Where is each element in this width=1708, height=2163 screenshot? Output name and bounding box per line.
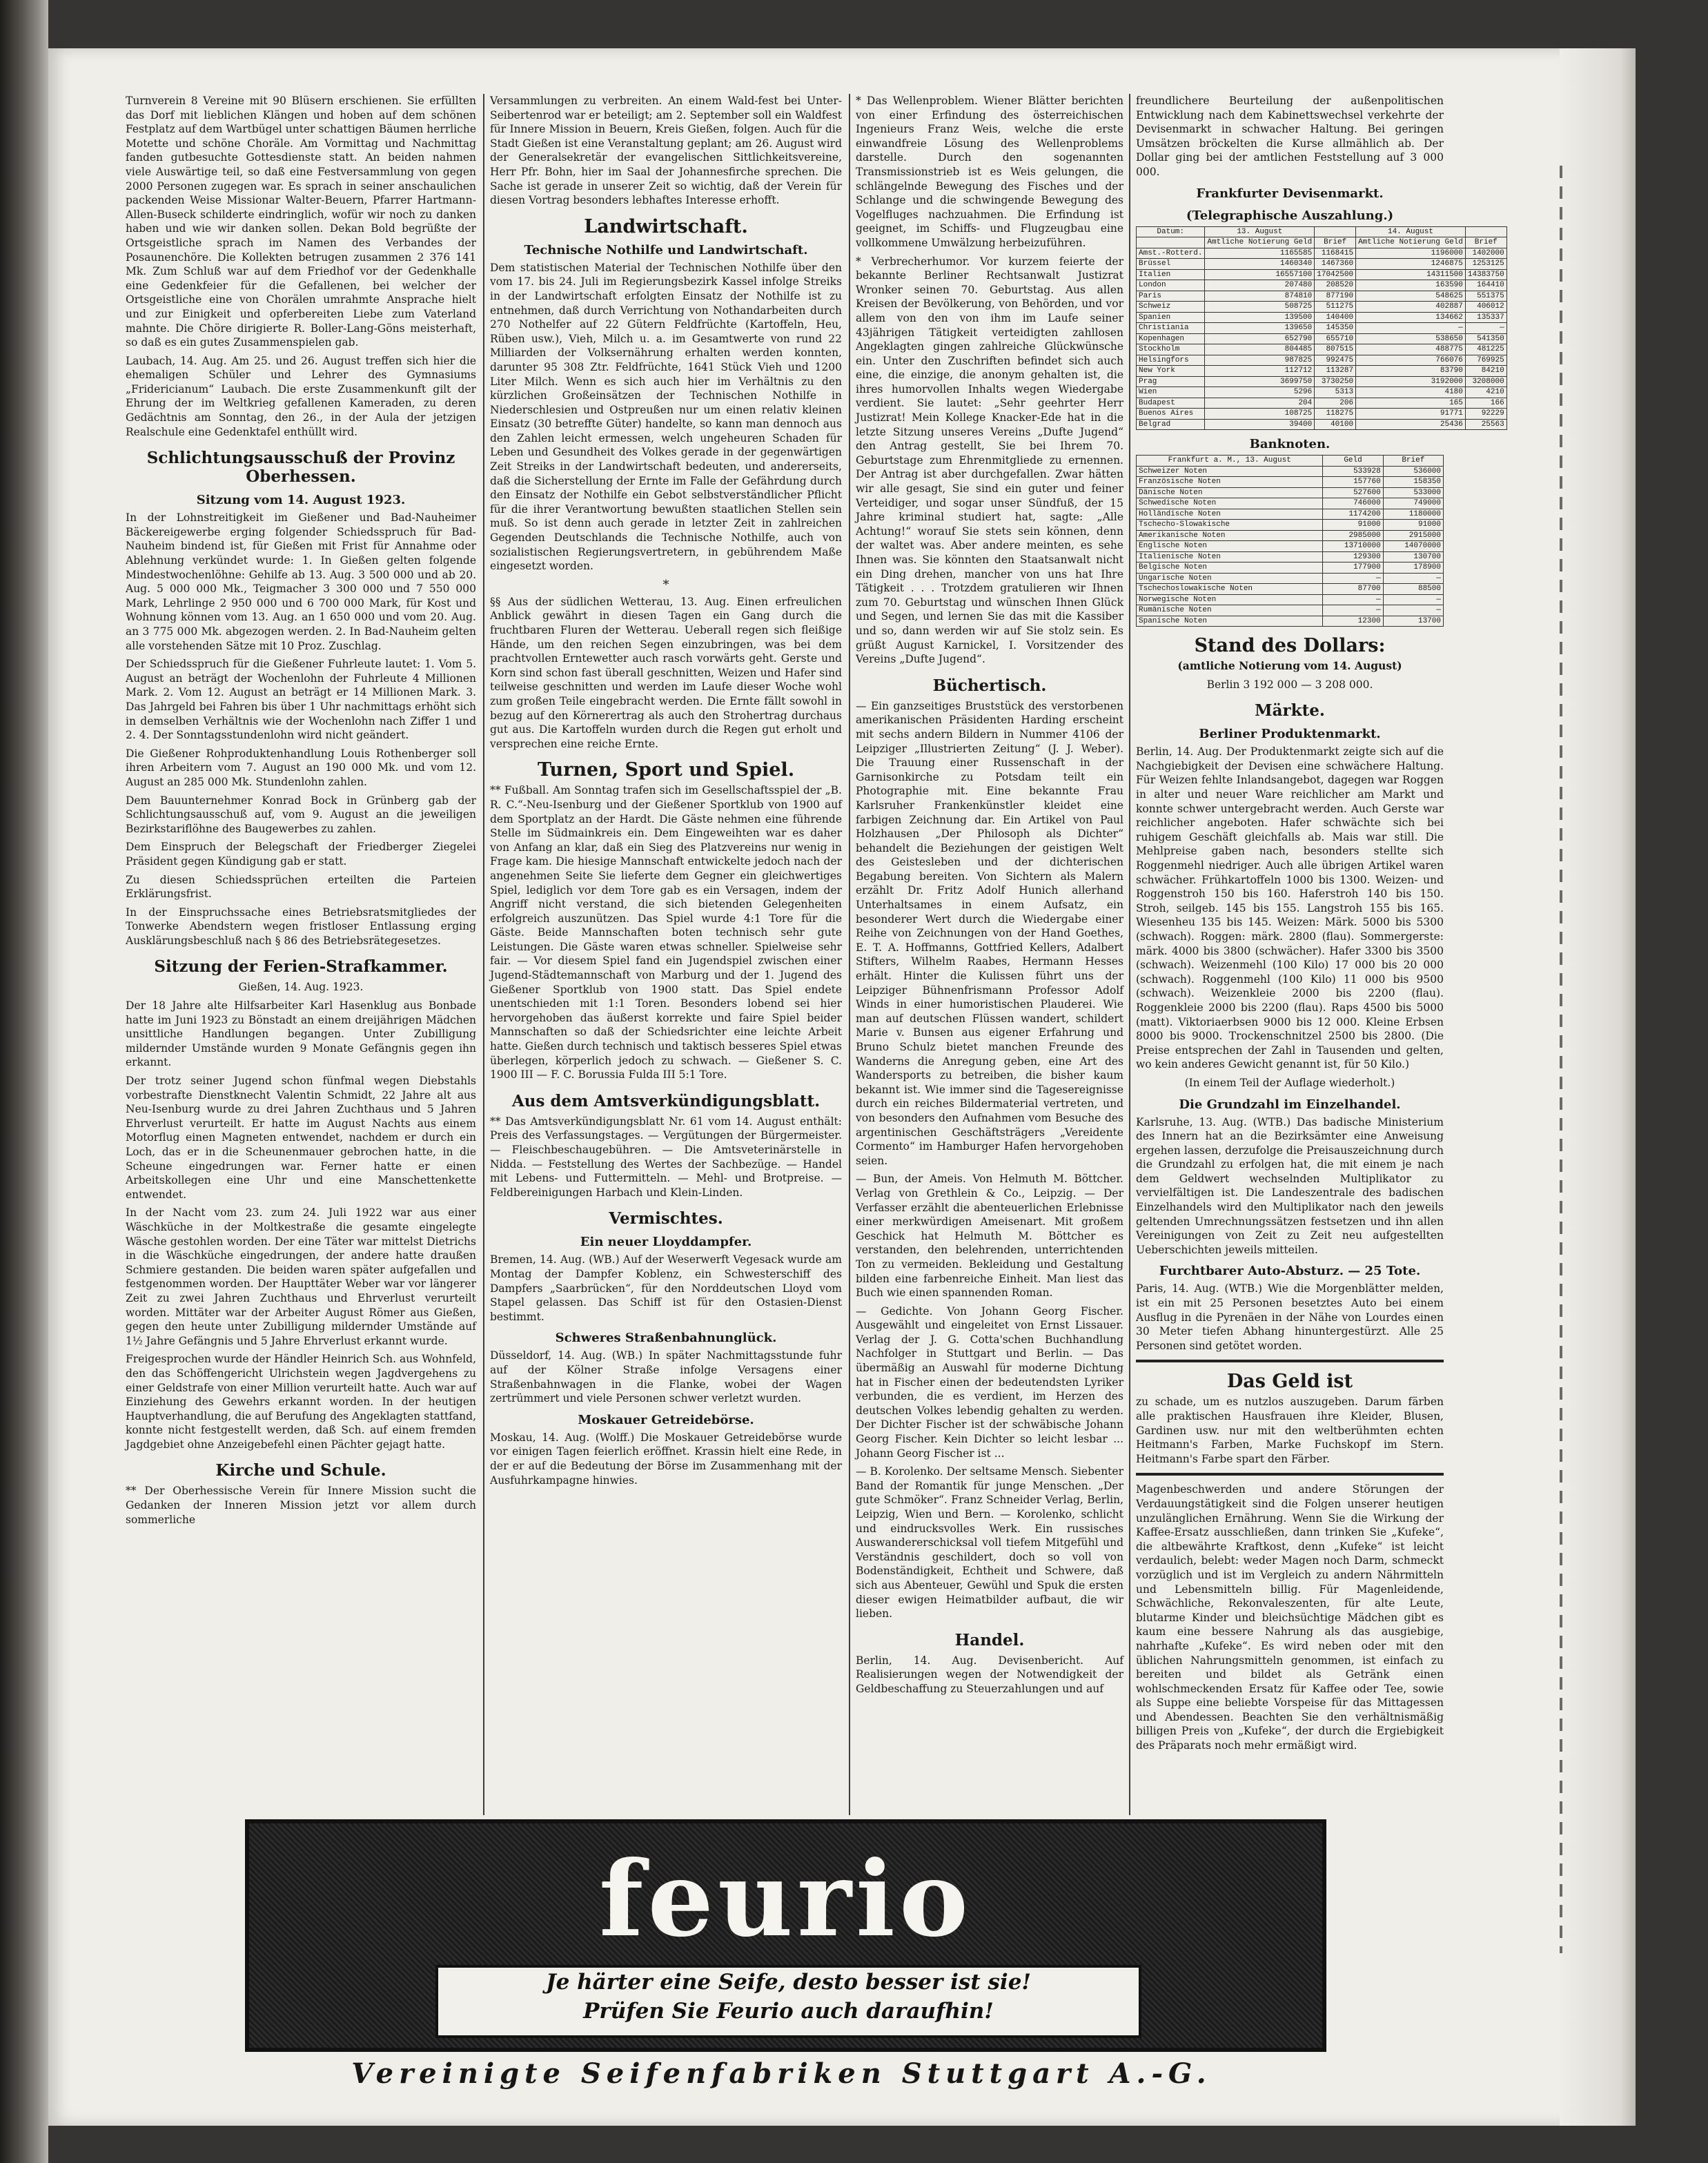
table-cell: 538650 <box>1356 333 1466 344</box>
table-header-cell <box>1137 237 1205 248</box>
table-cell: 140400 <box>1315 312 1356 323</box>
table-cell: 204 <box>1205 398 1315 409</box>
table-cell: 1196000 <box>1356 248 1466 259</box>
table-row <box>1137 509 1444 520</box>
section-heading: Landwirtschaft. <box>584 215 748 237</box>
feurio-advertisement <box>245 1819 1335 2109</box>
table-cell: 25563 <box>1465 419 1506 430</box>
table-cell: 1402000 <box>1465 248 1506 259</box>
table-header-cell: Datum: <box>1137 226 1205 237</box>
sub-heading: Ein neuer Lloyddampfer. <box>580 1235 752 1250</box>
table-cell: 533928 <box>1323 466 1383 477</box>
table-cell: 804485 <box>1205 344 1315 355</box>
table-cell: Prag <box>1137 376 1205 387</box>
table-cell: 139650 <box>1205 323 1315 334</box>
table-row <box>1137 541 1444 552</box>
table-cell: 165 <box>1356 398 1466 409</box>
table-cell: 14070000 <box>1383 541 1443 552</box>
sub-heading: Technische Nothilfe und Landwirtschaft. <box>524 242 808 257</box>
table-cell: 91000 <box>1323 520 1383 531</box>
table-cell: 40100 <box>1315 419 1356 430</box>
table-cell: 129300 <box>1323 551 1383 562</box>
table-cell: — <box>1383 605 1443 616</box>
article-text: Berlin, 14. Aug. Devisenbericht. Auf Realisierungen wegen der Notwendigkeit der Geldbeschaffung zu Steuerzahlungen und auf <box>856 1654 1123 1695</box>
table-cell: 13700 <box>1383 616 1443 627</box>
table-row <box>1137 312 1507 323</box>
article-text: §§ Aus der südlichen Wetterau, 13. Aug. Einen erfreulichen Anblick gewährt in diesen Tagen ein Gang durch die fruchtbaren Fluren der Wetterau. Ueberall regen sich fleißige Hände, um den reichen Segen einzubringen, was bei dem prachtvollen Erntewetter auch rasch vorwärts geht. Gerste und Korn sind schon fast überall geschnitten, Weizen und Hafer sind teilweise geschnitten und werden im Laufe dieser Woche wohl zum großen Teile eingebracht werden. Die Ernte fällt sowohl in bezug auf den Körnerertrag als auch den Strohertrag durchaus gut aus. Die Kartoffeln wurden durch die Regen gut erholt und versprechen eine reiche Ernte. <box>490 595 842 750</box>
table-cell: 113287 <box>1315 366 1356 377</box>
company-name: Vereinigte Seifenfabriken Stuttgart A.-G. <box>351 2057 1212 2090</box>
article-text: Dem statistischen Material der Technischen Nothilfe über den vom 17. bis 24. Juli im Regierungsbezirk Kassel infolge Streiks in der Landwirtschaft erfolgten Einsatz der Nothilfe ist zu entnehmen, daß durch Verrichtung von Nothandarbeiten durch 270 Nothelfer auf 22 Gütern Feldfrüchte (Kartoffeln, Heu, Rüben usw.), Vieh, Milch u. a. im Gesamtwerte von rund 22 Milliarden der Volksernährung erhalten werden konnten, darunter 95 308 Ztr. Feldfrüchte, 1641 Stück Vieh und 1200 Liter Milch. Wenn es sich auch hier im Verhältnis zu den kürzlichen Großeinsätzen der Technischen Nothilfe in Niederschlesien und Ostpreußen nur um einen relativ kleinen Einsatz (30 betreffte Güter) handelte, so kann man dennoch aus den Zahlen leicht ermessen, welch ungeheuren Schaden für Leben und Gesundheit des Volkes gerade in der gegenwärtigen Zeit Streiks in der Landwirtschaft bedeuten, und andererseits, daß die Sicherstellung der Ernte im Falle der Gefährdung durch den Einsatz der Nothilfe ein Gebot selbstverständlicher Pflicht für die ihrer Verantwortung bewußten staatlichen Stellen sein muß. So ist denn auch gerade in letzter Zeit in zahlreichen Gegenden Deutschlands die Technische Nothilfe, auch von sozialistischen Regierungsvertretern, in gebührendem Maße eingesetzt worden. <box>490 261 842 573</box>
table-header-cell: Amtliche Notierung Geld <box>1205 237 1315 248</box>
article-text: Karlsruhe, 13. Aug. (WTB.) Das badische Ministerium des Innern hat an die Bezirksämter eine Anweisung ergehen lassen, derzufolge die Preisauszeichnung durch die Grundzahl zu erfolgen hat, die mit einem je nach dem Geldwert wechselnden Multiplikator zu vervielfältigen ist. Die Landeszentrale des badischen Einzelhandels wird den Multiplikator nach den jeweils geltenden Umrechnungssätzen festsetzen und ihn allen Vereinigungen von Zeit zu Zeit neu aufgestellten Ueberschichten jeweils mitteilen. <box>1136 1115 1444 1256</box>
table-header-cell: 14. August <box>1356 226 1466 237</box>
table-row <box>1137 616 1444 627</box>
divider <box>1136 1360 1444 1362</box>
table-cell: Schwedische Noten <box>1137 498 1323 509</box>
table-cell: 877190 <box>1315 291 1356 302</box>
table-cell: Budapest <box>1137 398 1205 409</box>
article-text: * Verbrecherhumor. Vor kurzem feierte der bekannte Berliner Rechtsanwalt Justizrat Wronker seinen 70. Geburtstag. Aus allen Kreisen der Bevölkerung, von Behörden, und vor allem von den von ihm im Laufe seiner 43jährigen Tätigkeit verteidigten zahllosen Angeklagten gingen zahlreiche Glückwünsche ein. Unter den Zuschriften befindet sich auch eine, die einzige, die anonym gehalten ist, die ihres humorvollen Inhalts wegen Wiedergabe verdient. Sie lautet: „Sehr geehrter Herr Justizrat! Mein Kollege Knacker-Ede hat in die letzte Sitzung unseres Vereins „Dufte Jugend“ den Antrag gestellt, Sie bei Ihrem 70. Geburtstage zum Ehrenmitgliede zu ernennen. Der Antrag ist aber durchgefallen. Zwar hätten wir alle gesagt, Sie sind ein guter und feiner Verteidiger, und sogar unser Sündfuß, der 15 Jahre kriminal studiert hat, sagte: „Alle Achtung!“ worauf Sie stets sein können, denn der waltet was. Aber andere meinten, es sehe Ihnen was. Sie könnten den Staatsanwalt nicht ein Ding drehen, mancher von uns hat Ihre Tätigkeit . . . Trotzdem gratulieren wir Ihnen zum 70. Geburtstag und wünschen Ihnen Glück und Segen, und lernen Sie das mit die Kassiber und so, dann werden wir auf Sie stolz sein. Es grüßt August Karnickel, I. Vorsitzender des Vereins „Dufte Jugend“. <box>856 255 1123 666</box>
table-cell: Norwegische Noten <box>1137 594 1323 605</box>
column-1 <box>126 94 476 1815</box>
section-heading: Vermischtes. <box>609 1209 723 1229</box>
table-cell: — <box>1323 605 1383 616</box>
table-row <box>1137 477 1444 488</box>
section-heading: Büchertisch. <box>932 676 1047 695</box>
section-heading: Märkte. <box>1255 701 1325 721</box>
article-text: Berlin 3 192 000 — 3 208 000. <box>1206 678 1373 691</box>
table-cell: Englische Noten <box>1137 541 1323 552</box>
article-text: freundlichere Beurteilung der außenpolitischen Entwicklung nach dem Kabinettswechsel verkehrte der Devisenmarkt in schwacher Haltung. Bei geringen Umsätzen bröckelten die Kurse allmählich ab. Der Dollar ging bei der amtlichen Feststellung auf 3 000 000. <box>1136 95 1444 178</box>
table-row <box>1137 259 1507 270</box>
table-header-cell: Geld <box>1323 456 1383 467</box>
table-cell: 4180 <box>1356 387 1466 398</box>
table-cell: 25436 <box>1356 419 1466 430</box>
table-row <box>1137 551 1444 562</box>
table-cell: Italien <box>1137 269 1205 280</box>
table-cell: 1253125 <box>1465 259 1506 270</box>
table-cell: 1180000 <box>1383 509 1443 520</box>
table-cell: Belgische Noten <box>1137 562 1323 574</box>
article-text: ** Das Amtsverkündigungsblatt Nr. 61 vom 14. August enthält: Preis des Verfassungstages. — Vergütungen der Bürgermeister. — Fleischbeschaugebühren. — Die Amtsveterinärstelle in Nidda. — Feststellung des Wertes der Sachbezüge. — Handel mit Lebens- und Futtermitteln. — Mehl- und Brotpreise. — Feldbereinigungen Harbach und Klein-Linden. <box>490 1115 842 1199</box>
table-cell: 746000 <box>1323 498 1383 509</box>
table-cell: 158350 <box>1383 477 1443 488</box>
table-cell: New York <box>1137 366 1205 377</box>
table-cell: 2915000 <box>1383 530 1443 541</box>
table-cell: 166 <box>1465 398 1506 409</box>
table-cell: 14311500 <box>1356 269 1466 280</box>
article-text: Die Gießener Rohproduktenhandlung Louis Rothenberger soll ihren Arbeitern vom 7. August an 190 000 Mk. und vom 12. August an 285 000 Mk. Stundenlohn zahlen. <box>126 747 476 788</box>
article-text: — Ein ganzseitiges Bruststück des verstorbenen amerikanischen Präsidenten Harding erscheint mit sechs andern Bildern in Nummer 4106 der Leipziger „Illustrierten Zeitung“ (J. J. Weber). Die Trauung einer Russenschaft in der Garnisonkirche zu Potsdam teilt ein Photographie mit. Eine bekannte Frau Karlsruher Frankenkünstler kleidet eine farbigen Zeichnung dar. Ein Artikel von Paul Holzhausen „Der Philosoph als Dichter“ behandelt die Beziehungen der geistigen Welt des Geistesleben und der dichterischen Begabung bereiten. Von Sichtern als Malern erzählt Dr. Fritz Adolf Hunich allerhand Unterhaltsames in einem Aufsatz, ein besonderer Wert durch die Wiedergabe einer Reihe von Zeichnungen von der Hand Goethes, E. T. A. Hoffmanns, Gottfried Kellers, Adalbert Stifters, Wilhelm Raabes, Hermann Hesses erhält. Hinter die Kulissen führt uns der Leipziger Bühnenfrismann Professor Adolf Winds in einer humoristischen Plauderei. Wie man auf deutschen Flüssen wandert, schildert Marie v. Bunsen aus eigener Erfahrung und Bruno Schulz bietet manchen Freunde des Wanderns die Anregung geben, eine Art des Wandersports zu betreiben, die bisher kaum bekannt ist. Wie immer sind die Tagesereignisse durch ein reiches Bildermaterial vertreten, und von besonders den Aufnahmen vom Besuche des argentinischen Geschäftsträgers „Vereidente Cormento“ im Hamburger Hafen hervorgehoben seien. <box>856 699 1123 1167</box>
table-cell: 551375 <box>1465 291 1506 302</box>
table-cell: Französische Noten <box>1137 477 1323 488</box>
sub-heading: Sitzung vom 14. August 1923. <box>196 493 406 508</box>
sub-heading: Moskauer Getreidebörse. <box>578 1412 754 1427</box>
section-heading: Kirche und Schule. <box>215 1461 386 1480</box>
table-cell: 163590 <box>1356 280 1466 291</box>
table-cell: 112712 <box>1205 366 1315 377</box>
table-cell: 16557100 <box>1205 269 1315 280</box>
table-cell: 157760 <box>1323 477 1383 488</box>
table-cell: 527600 <box>1323 487 1383 498</box>
section-heading: Turnen, Sport und Spiel. <box>537 759 795 781</box>
table-row <box>1137 573 1444 584</box>
table-header-cell: Brief <box>1383 456 1443 467</box>
article-text: Versammlungen zu verbreiten. An einem Wald-fest bei Unter-Seibertenrod war er beteiligt; am 2. September soll ein Waldfest für Innere Mission in Beuern, Kreis Gießen, folgen. Auch für die Stadt Gießen ist eine Veranstaltung geplant; am 26. August wird der Generalsekretär der evangelischen Sittlichkeitsvereine, Herr Pfr. Bohn, hier im Saal der Johannesfirche sprechen. Die Sache ist gerade in unserer Zeit so wichtig, daß der Verein für diesen Vortrag besonders lebhaftes Interesse erhofft. <box>490 95 842 207</box>
table-row <box>1137 562 1444 574</box>
table-cell: 135337 <box>1465 312 1506 323</box>
table-cell: 749000 <box>1383 498 1443 509</box>
column-2 <box>490 94 842 1815</box>
article-text: Turnverein 8 Vereine mit 90 Blüsern erschienen. Sie erfüllten das Dorf mit lieblichen Klängen und hoben auf dem schönen Festplatz auf dem Wartbügel unter schattigen Bäumen herrliche Motette und schöne Choräle. Am Vormittag und Nachmittag fanden gutbesuchte Gottesdienste statt. An beiden nahmen viele Auswärtige teil, so daß eine Festversammlung von gegen 2000 Personen zugegen war. Es sprach in seiner anschaulichen packenden Weise Missionar Walter-Beuern, Pfarrer Hartmann-Allen-Buseck schilderte eindringlich, wofür wir noch zu danken haben und wie wir danken sollen. Dekan Bold begrüßte der Ortsgeistliche sprach im Namen des Verbandes der Posaunenchöre. Die Kollekten betrugen zusammen 2 376 141 Mk. Zum Schluß war auf dem Friedhof vor der Gedenkhalle eine Gedenkfeier für die Gefallenen, bei welcher der Ortsgeistliche eine von Chorälen umrahmte Ansprache hielt und zur Einigkeit und opferbereiten Liebe zum Vaterland mahnte. Die Chöre dirigierte R. Boller-Lang-Göns meisterhaft, so daß es ein gutes Zusammenspielen gab. <box>126 95 476 349</box>
table-row <box>1137 409 1507 420</box>
table-cell: Stockholm <box>1137 344 1205 355</box>
table-row <box>1137 466 1444 477</box>
article-text: Bremen, 14. Aug. (WB.) Auf der Weserwerft Vegesack wurde am Montag der Dampfer Koblenz, ein Schwesterschiff des Dampfers „Saarbrücken“, für den Norddeutschen Lloyd vom Stapel gelassen. Das Schiff ist für den Ostasien-Dienst bestimmt. <box>490 1253 842 1323</box>
table-cell: 655710 <box>1315 333 1356 344</box>
table-row <box>1137 419 1507 430</box>
table-cell: 1174200 <box>1323 509 1383 520</box>
table-row <box>1137 498 1444 509</box>
table-cell: 14383750 <box>1465 269 1506 280</box>
table-cell: 83790 <box>1356 366 1466 377</box>
table-cell: 5313 <box>1315 387 1356 398</box>
table-row <box>1137 248 1507 259</box>
article-text: ** Fußball. Am Sonntag trafen sich im Gesellschaftsspiel der „B. R. C.“-Neu-Isenburg und der Gießener Sportklub von 1900 auf dem Sportplatz an der Hardt. Die Gäste nehmen eine führende Stelle im Südmainkreis ein. Dem Eingeweihten war es daher von Anfang an klar, daß ein Sieg des Platzvereins nur wenig in Frage kam. Die hiesige Mannschaft entwickelte jedoch nach der angenehmen Seite Sie lieferte dem Gegner ein gleichwertiges Spiel, lediglich vor dem Tore gab es ein Versagen, indem der Angriff nicht verstand, die sich bietenden Gelegenheiten erfolgreich auszunützen. Das Spiel wurde 4:1 Tore für die Gäste. Beide Mannschaften boten technisch sehr gute Leistungen. Die Gäste waren etwas schneller. Spielweise sehr fair. — Vor diesem Spiel fand ein Jugendspiel zwischen einer Jugend-Städtemannschaft von Marburg und der 1. Jugend des Gießener Sportklub von 1900 statt. Das Spiel endete unentschieden mit 1:1 Toren. Besonders lobend sei hier hervorgehoben das äußerst korrekte und faire Spiel beider Mannschaften so daß der Schiedsrichter eine leichte Arbeit hatte. Gießen durch technisch und taktisch besseres Spiel etwas überlegen, körperlich jedoch zu schwach. — Gießener S. C. 1900 III — F. C. Borussia Fulda III 5:1 Tore. <box>490 784 842 1082</box>
table-cell: — <box>1323 573 1383 584</box>
table-row <box>1137 355 1507 366</box>
table-cell: 164410 <box>1465 280 1506 291</box>
table-cell: 17042500 <box>1315 269 1356 280</box>
table-row <box>1137 487 1444 498</box>
table-cell: 987825 <box>1205 355 1315 366</box>
section-heading: Handel. <box>954 1630 1025 1650</box>
table-cell: 508725 <box>1205 302 1315 313</box>
table-cell: Wien <box>1137 387 1205 398</box>
article-text: In der Einspruchssache eines Betriebsratsmitgliedes der Tonwerke Abendstern wegen fristloser Entlassung erging Ausklärungsbeschluß nach § 86 des Betriebsrätegesetzes. <box>126 906 476 947</box>
article-text: — Bun, der Ameis. Von Helmuth M. Böttcher. Verlag von Grethlein & Co., Leipzig. — Der Verfasser erzählt die abenteuerlichen Erlebnisse einer merkwürdigen Ameisenart. Mit großem Geschick hat Helmuth M. Böttcher es verstanden, den belehrenden, unterrichtenden Ton zu vermeiden. Bekleidung und Gestaltung bilden eine farbenreiche Einheit. Man liest das Buch wie einen spannenden Roman. <box>856 1173 1123 1300</box>
table-cell: 992475 <box>1315 355 1356 366</box>
table-cell: — <box>1356 323 1466 334</box>
table-cell: 481225 <box>1465 344 1506 355</box>
article-text: In der Lohnstreitigkeit im Gießener und Bad-Nauheimer Bäckereigewerbe erging folgender Schiedsspruch für Bad-Nauheim bindend ist, für Gießen mit Frist für Annahme oder Ablehnung verkündet wurde: 1. In Gießen gelten folgende Mindestwochenlöhne: Gehilfe ab 13. Aug. 3 500 000 und ab 20. Aug. 5 000 000 Mk., Teigmacher 3 300 000 und 7 550 000 Mark, Lehrlinge 2 950 000 und 6 700 000 Mark, für Kost und Wohnung können vom 13. Aug. an 1 650 000 und vom 20. Aug. an 3 775 000 Mk. abgezogen werden. 2. In Bad-Nauheim gelten alle vorstehenden Sätze mit 10 Proz. Zuschlag. <box>126 511 476 652</box>
table-cell: 769925 <box>1465 355 1506 366</box>
table-cell: 488775 <box>1356 344 1466 355</box>
table-row <box>1137 530 1444 541</box>
table-header-cell <box>1465 226 1506 237</box>
sub-heading: Schweres Straßenbahnunglück. <box>555 1331 777 1346</box>
table-cell: 3192000 <box>1356 376 1466 387</box>
table-cell: 88500 <box>1383 584 1443 595</box>
sub-heading: Die Grundzahl im Einzelhandel. <box>1179 1097 1401 1112</box>
table-row <box>1137 584 1444 595</box>
table-header-cell <box>1315 226 1356 237</box>
table-row <box>1137 376 1507 387</box>
article-text: Laubach, 14. Aug. Am 25. und 26. August treffen sich hier die ehemaligen Schüler und Lehrer des Gymnasiums „Fridericianum“ Laubach. Die erste Zusammenkunft gilt der Ehrung der im Weltkrieg gefallenen Kameraden, zu deren Gedächtnis am Sonntag, den 26., in der Aula der jetzigen Realschule eine Gedenktafel enthüllt wird. <box>126 354 476 438</box>
table-cell: 87700 <box>1323 584 1383 595</box>
table-cell: 139500 <box>1205 312 1315 323</box>
table-cell: 92229 <box>1465 409 1506 420</box>
table-cell: 3208000 <box>1465 376 1506 387</box>
table-cell: 4210 <box>1465 387 1506 398</box>
article-text: * Das Wellenproblem. Wiener Blätter berichten von einer Erfindung des österreichischen Ingenieurs Franz Weis, welche die erste einwandfreie Lösung des Wellenproblems darstelle. Durch den sogenannten Transmissionstrieb ist es Weis gelungen, die schlängelnde Bewegung des Fisches und der Schlange und die schwingende Bewegung des Vogelfluges nachzuahmen. Die Erfindung ist geeignet, im Schiffs- und Flugzeugbau eine vollkommene Umwälzung herbeizuführen. <box>856 95 1123 249</box>
book-spine <box>0 0 48 2163</box>
table-cell: London <box>1137 280 1205 291</box>
article-text: Zu diesen Schiedssprüchen erteilten die Parteien Erklärungsfrist. <box>126 873 476 901</box>
column-3 <box>856 94 1123 1815</box>
table-cell: Ungarische Noten <box>1137 573 1323 584</box>
margin-perforation <box>1560 166 1562 1953</box>
table-cell: 536000 <box>1383 466 1443 477</box>
banknote-table <box>1136 455 1444 627</box>
table-cell: 118275 <box>1315 409 1356 420</box>
table-cell: 39400 <box>1205 419 1315 430</box>
table-cell: 1168415 <box>1315 248 1356 259</box>
table-cell: 511275 <box>1315 302 1356 313</box>
table-row <box>1137 269 1507 280</box>
sub-heading: Berliner Produktenmarkt. <box>1199 727 1381 742</box>
table-header-cell: Brief <box>1315 237 1356 248</box>
table-cell: 3699750 <box>1205 376 1315 387</box>
table-row <box>1137 366 1507 377</box>
column-rule <box>849 94 850 1815</box>
table-cell: Italienische Noten <box>1137 551 1323 562</box>
article-text: In der Nacht vom 23. zum 24. Juli 1922 war aus einer Wäschküche in der Moltkestraße die gesamte eingelegte Wäsche gestohlen worden. Der eine Täter war mittelst Dietrichs in die Wäschküche eingedrungen, der andere hatte draußen Schmiere gestanden. Die beiden waren später aufgefallen und festgenommen worden. Der Haupttäter Weber war vor längerer Zeit zu zwei Jahren Zuchthaus und Ehrverlust verurteilt worden. Mittäter war der Arbeiter August Römer aus Gießen, gegen den heute unter Zubilligung mildernder Umstände auf 1½ Jahre Gefängnis und 5 Jahre Ehrverlust erkannt wurde. <box>126 1206 476 1347</box>
table-cell: 208520 <box>1315 280 1356 291</box>
article-text: Berlin, 14. Aug. Der Produktenmarkt zeigte sich auf die Nachgiebigkeit der Devisen eine schwächere Haltung. Für Weizen fehlte Inlandsangebot, dagegen war Roggen in alter und neuer Ware reichlicher am Markt und konnte schwer untergebracht werden. Auch Gerste war reichlicher angeboten. Hafer schwächte sich bei ruhigem Geschäft gleichfalls ab. Mais war still. Die Mehlpreise gaben nach, besonders stellte sich Roggenmehl niedriger. Auch alle übrigen Artikel waren schwächer. Frühkartoffeln 1000 bis 1300. Weizen- und Roggenstroh 150 bis 160. Haferstroh 140 bis 150. Stroh, seilgeb. 145 bis 155. Langstroh 155 bis 165. Wiesenheu 135 bis 145. Weizen: Märk. 5000 bis 5300 (schwach). Roggen: märk. 2800 (flau). Sommergerste: märk. 4000 bis 3800 (schwächer). Hafer 3300 bis 3500 (schwach). Weizenmehl (100 Kilo) 17 000 bis 20 000 (schwach). Roggenmehl (100 Kilo) 11 000 bis 9500 (schwach). Weizenkleie 2000 bis 2200 (flau). Roggenkleie 2000 bis 2200 (flau). Raps 4500 bis 5000 (matt). Viktoriaerbsen 9000 bis 12 000. Kleine Erbsen 8000 bis 9000. Trockenschnitzel 2500 bis 2800. (Die Preise entsprechen der Zahl in Tausenden und gelten, wo kein anderes Gewicht genannt ist, für 50 Kilo.) <box>1136 745 1444 1071</box>
advert-text: zu schade, um es nutzlos auszugeben. Darum färben alle praktischen Hausfrauen ihre Kleider, Blusen, Gardinen usw. nur mit den weltberühmten echten Heitmann's Farben, Marke Fuchskopf im Stern. Heitmann's Farbe spart den Färber. <box>1136 1396 1444 1465</box>
table-cell: — <box>1383 573 1443 584</box>
table-cell: 541350 <box>1465 333 1506 344</box>
sub-heading: Frankfurter Devisenmarkt. <box>1196 186 1384 201</box>
article-text: — Gedichte. Von Johann Georg Fischer. Ausgewählt und eingeleitet von Ernst Lissauer. Verlag der J. G. Cotta'schen Buchhandlung Nachfolger in Stuttgart und Berlin. — Das übermäßig an Auswahl für moderne Dichtung hat in Fischer einen der bedeutendsten Lyriker verbunden, die es verdient, im Herzen des deutschen Volkes lebendig gehalten zu werden. Der Dichter Fischer ist der schwäbische Johann Georg Fischer. Kein Dichter so leicht lesbar ... Johann Georg Fischer ist ... <box>856 1304 1123 1460</box>
table-cell: Kopenhagen <box>1137 333 1205 344</box>
table-cell: 1460340 <box>1205 259 1315 270</box>
table-cell: Belgrad <box>1137 419 1205 430</box>
advert-text: Magenbeschwerden und andere Störungen der Verdauungstätigkeit sind die Folgen unserer heutigen unzulänglichen Ernährung. Wenn Sie die Wirkung der Kaffee-Ersatz ausschließen, dann trinken Sie „Kufeke“, die altbewährte Kraftkost, denn „Kufeke“ ist leicht verdaulich, belebt: weder Magen noch Darm, schmeckt vorzüglich und ist im Vergleich zu andern Nährmitteln und Lebensmitteln billig. Für Magenleidende, Schwächliche, Rekonvaleszenten, für alte Leute, blutarme Kinder und bleichsüchtige Mädchen gibt es kaum eine bessere Nahrung als das ausgiebige, nahrhafte „Kufeke“. Es wird neben oder mit den üblichen Nahrungsmitteln genommen, ist einfach zu bereiten und bildet als Getränk einen wohlschmeckenden Ersatz für Kaffee oder Tee, sowie als Suppe eine beliebte Vorspeise für das Mittagessen und Abendessen. Beachten Sie den verhältnismäßig billigen Preis von „Kufeke“, der durch die Ergiebigkeit des Präparats noch mehr ermäßigt wird. <box>1136 1483 1444 1752</box>
table-cell: 548625 <box>1356 291 1466 302</box>
article-text: Der Schiedsspruch für die Gießener Fuhrleute lautet: 1. Vom 5. August an beträgt der Wochenlohn der Fuhrleute 4 Millionen Mark. 2. Vom 12. August an beträgt er 14 Millionen Mark. 3. Das Jahrgeld bei Fahren bis über 1 Uhr nachmittags erhöht sich in demselben Verhältnis wie der Wochenlohn nach Ziffer 1 und 2. 4. Der Sonntagsstundenlohn wird nicht geändert. <box>126 658 476 742</box>
table-header-cell: Brief <box>1465 237 1506 248</box>
table-cell: 402887 <box>1356 302 1466 313</box>
table-cell: 12300 <box>1323 616 1383 627</box>
table-row <box>1137 291 1507 302</box>
section-heading: Aus dem Amtsverkündigungsblatt. <box>511 1091 821 1110</box>
table-row <box>1137 333 1507 344</box>
table-cell: 5296 <box>1205 387 1315 398</box>
section-heading: Schlichtungsausschuß der Provinz Oberhessen. <box>146 449 455 487</box>
article-text: (In einem Teil der Auflage wiederholt.) <box>1184 1076 1395 1089</box>
table-cell: 108725 <box>1205 409 1315 420</box>
table-row <box>1137 344 1507 355</box>
brand-logo: feurio <box>598 1839 973 1960</box>
table-cell: 2985000 <box>1323 530 1383 541</box>
table-header-row <box>1137 226 1507 237</box>
table-cell: 178900 <box>1383 562 1443 574</box>
article-text: (amtliche Notierung vom 14. August) <box>1177 659 1402 673</box>
separator-star: * <box>662 577 669 592</box>
table-header-cell: Frankfurt a. M., 13. August <box>1137 456 1323 467</box>
article-text: Freigesprochen wurde der Händler Heinrich Sch. aus Wohnfeld, den das Schöffengericht Ulrichstein wegen Jagdvergehens zu einer Geldstrafe von einer Million verurteilt hatte. Auch war auf Einziehung des Gewehrs erkannt worden. In der heutigen Hauptverhandlung, die auf Berufung des Angeklagten stattfand, konnte nicht festgestellt werden, daß Sch. auf einem fremden Jagdgebiet ohne Anzeigebefehl einen Pächter gejagt hatte. <box>126 1353 476 1451</box>
table-cell: Dänische Noten <box>1137 487 1323 498</box>
article-text: Paris, 14. Aug. (WTB.) Wie die Morgenblätter melden, ist ein mit 25 Personen besetztes Auto bei einem Ausflug in die Pyrenäen in der Nähe von Lourdes einen 30 Meter tiefen Abhang hinuntergestürzt. Alle 25 Personen sind getötet worden. <box>1136 1282 1444 1352</box>
table-cell: 206 <box>1315 398 1356 409</box>
table-cell: 406012 <box>1465 302 1506 313</box>
article-text: Dem Einspruch der Belegschaft der Friedberger Ziegelei Präsident gegen Kündigung gab er statt. <box>126 841 476 868</box>
table-cell: 84210 <box>1465 366 1506 377</box>
advert-heading: Das Geld ist <box>1226 1371 1353 1393</box>
table-cell: Holländische Noten <box>1137 509 1323 520</box>
table-cell: 533000 <box>1383 487 1443 498</box>
table-cell: Brüssel <box>1137 259 1205 270</box>
table-cell: 652790 <box>1205 333 1315 344</box>
table-cell: Tschechoslowakische Noten <box>1137 584 1323 595</box>
table-cell: — <box>1323 594 1383 605</box>
divider <box>1136 1473 1444 1476</box>
table-row <box>1137 605 1444 616</box>
table-cell: 13710000 <box>1323 541 1383 552</box>
table-cell: 807515 <box>1315 344 1356 355</box>
article-text: Dem Bauunternehmer Konrad Bock in Grünberg gab der Schlichtungsausschuß auf, vom 9. August an die jeweiligen Bezirkstariflöhne des Baugewerbes zu zahlen. <box>126 794 476 835</box>
table-cell: 177900 <box>1323 562 1383 574</box>
article-text: — B. Korolenko. Der seltsame Mensch. Siebenter Band der Romantik für junge Menschen. „Der gute Schmöker“. Franz Schneider Verlag, Berlin, Leipzig, Wien und Bern. — Korolenko, schlicht und eindrucksvolles Werk. Ein russisches Auswandererschicksal voll tiefem Mitgefühl und Verständnis geschildert, doch so voll von Bodenständigkeit, Echtheit und Schwere, daß sich aus Abenteuer, Gewühl und Spuk die ersten dieser ewigen Heimatbilder aufbaut, die wir lieben. <box>856 1465 1123 1621</box>
page-edge-shadow <box>1560 48 1636 2126</box>
table-cell: Schweiz <box>1137 302 1205 313</box>
table-cell: 766076 <box>1356 355 1466 366</box>
article-text: ** Der Oberhessische Verein für Innere Mission sucht die Gedanken der Inneren Mission jetzt vor allem durch sommerliche <box>126 1485 476 1526</box>
table-cell: 91000 <box>1383 520 1443 531</box>
table-cell: 130700 <box>1383 551 1443 562</box>
section-heading: Stand des Dollars: <box>1194 635 1386 657</box>
table-cell: Christiania <box>1137 323 1205 334</box>
table-cell: Amerikanische Noten <box>1137 530 1323 541</box>
table-header-cell: Amtliche Notierung Geld <box>1356 237 1466 248</box>
table-row <box>1137 280 1507 291</box>
article-text: Der trotz seiner Jugend schon fünfmal wegen Diebstahls vorbestrafte Dienstknecht Valentin Schmidt, 22 Jahre alt aus Neu-Isenburg wurde zu drei Jahren Zuchthaus und 5 Jahren Ehrverlust verurteilt. Er hatte im August Nachts aus einem Motorflug einen Magneten entwendet, nachdem er durch ein Loch, das er in die Scheunenmauer gebrochen hatte, in die Scheune eingedrungen war. Ferner hatte er einen Arbeitskollegen eine Uhr und eine Manschettenkette entwendet. <box>126 1075 476 1201</box>
table-row <box>1137 398 1507 409</box>
table-cell: 1165585 <box>1205 248 1315 259</box>
table-row <box>1137 387 1507 398</box>
column-rule <box>483 94 484 1815</box>
dateline: Gießen, 14. Aug. 1923. <box>238 981 364 994</box>
article-text: Düsseldorf, 14. Aug. (WB.) In später Nachmittagsstunde fuhr auf der Kölner Straße infolge Versagens einer Straßenbahnwagen in die Flanke, wobei der Wagen zertrümmert und viele Personen schwer verletzt wurden. <box>490 1349 842 1405</box>
article-text: Der 18 Jahre alte Hilfsarbeiter Karl Hasenklug aus Bonbade hatte im Juni 1923 zu Bönstadt an einem dreijährigen Mädchen unsittliche Handlungen begangen. Unter Zubilligung mildernder Umstände wurden 9 Monate Gefängnis gegen ihn erkannt. <box>126 999 476 1069</box>
table-row <box>1137 520 1444 531</box>
table-cell: Buenos Aires <box>1137 409 1205 420</box>
column-4 <box>1136 94 1504 1815</box>
table-cell: Helsingfors <box>1137 355 1205 366</box>
sub-heading: (Telegraphische Auszahlung.) <box>1186 208 1394 223</box>
table-cell: 91771 <box>1356 409 1466 420</box>
table-cell: 145350 <box>1315 323 1356 334</box>
table-cell: 1467360 <box>1315 259 1356 270</box>
slogan-line: Je härter eine Seife, desto besser ist sie! <box>545 1970 1032 1995</box>
table-cell: Paris <box>1137 291 1205 302</box>
slogan-line: Prüfen Sie Feurio auch daraufhin! <box>583 1999 994 2024</box>
column-rule <box>1129 94 1130 1815</box>
table-header-row <box>1137 456 1444 467</box>
table-cell: Rumänische Noten <box>1137 605 1323 616</box>
table-cell: — <box>1383 594 1443 605</box>
table-cell: Amst.-Rotterd. <box>1137 248 1205 259</box>
table-row <box>1137 323 1507 334</box>
article-text: Moskau, 14. Aug. (Wolff.) Die Moskauer Getreidebörse wurde vor einigen Tagen feierlich eröffnet. Krassin hielt eine Rede, in der er auf die Bedeutung der Börse im Zusammenhang mit der Ausfuhrkampagne hinwies. <box>490 1431 842 1487</box>
table-cell: Spanien <box>1137 312 1205 323</box>
section-heading: Sitzung der Ferien-Strafkammer. <box>154 957 448 977</box>
table-cell: 874810 <box>1205 291 1315 302</box>
table-cell: 1246875 <box>1356 259 1466 270</box>
sub-heading: Banknoten. <box>1249 437 1331 452</box>
table-header-cell: 13. August <box>1205 226 1315 237</box>
table-row <box>1137 302 1507 313</box>
advert-banner <box>245 1819 1326 2052</box>
table-cell: — <box>1465 323 1506 334</box>
exchange-rate-table <box>1136 226 1507 431</box>
table-subheader-row <box>1137 237 1507 248</box>
table-cell: Tschecho-Slowakische <box>1137 520 1323 531</box>
slogan-box <box>435 1965 1141 2038</box>
table-cell: Schweizer Noten <box>1137 466 1323 477</box>
table-row <box>1137 594 1444 605</box>
table-cell: 207480 <box>1205 280 1315 291</box>
table-cell: 3730250 <box>1315 376 1356 387</box>
table-cell: 134662 <box>1356 312 1466 323</box>
sub-heading: Furchtbarer Auto-Absturz. — 25 Tote. <box>1159 1264 1421 1279</box>
table-cell: Spanische Noten <box>1137 616 1323 627</box>
